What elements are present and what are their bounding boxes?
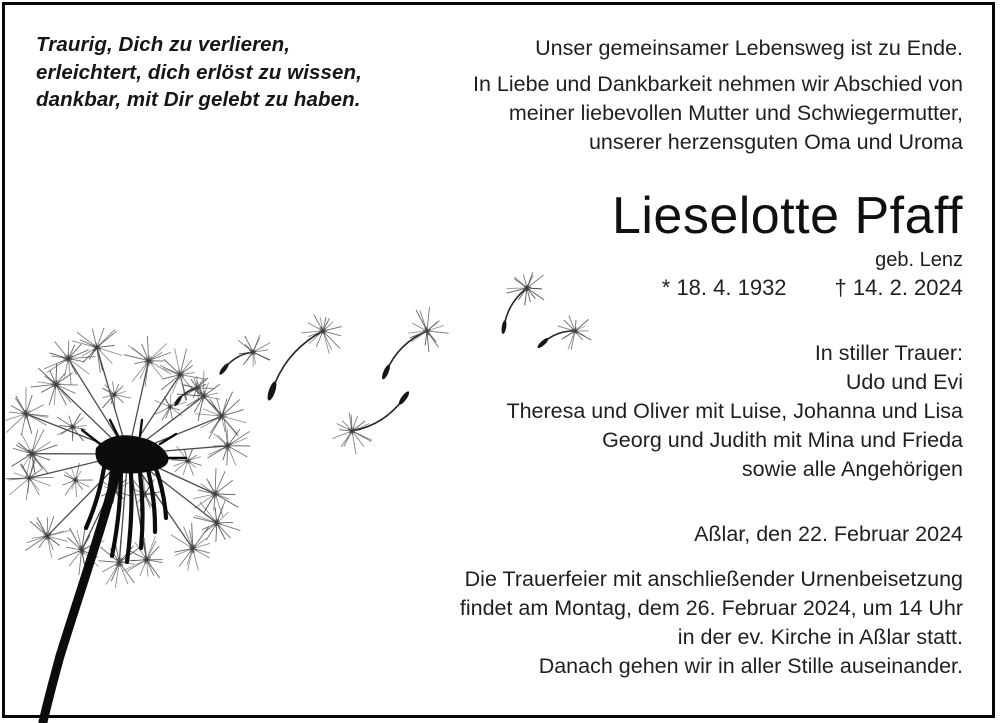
motto	[36, 31, 362, 114]
motto-line: Traurig, Dich zu verlieren,	[36, 33, 291, 56]
funeral-info	[353, 565, 963, 681]
deceased-name: Lieselotte Pfaff	[611, 187, 963, 245]
intro-line: meiner liebevollen Mutter und Schwiegermutter,	[508, 101, 963, 125]
mourner-line: Theresa und Oliver mit Luise, Johanna und Lisa	[506, 399, 963, 423]
birth-date: * 18. 4. 1932	[661, 275, 787, 300]
maiden-name: geb. Lenz	[875, 249, 963, 271]
intro-line: unserer herzensguten Oma und Uroma	[588, 130, 963, 154]
main-text-column	[353, 0, 963, 681]
mourning-heading: In stiller Trauer:	[814, 341, 963, 365]
opening-line: Unser gemeinsamer Lebensweg ist zu Ende.	[535, 36, 963, 60]
mourner-line: sowie alle Angehörigen	[741, 457, 963, 481]
funeral-line: Danach gehen wir in aller Stille auseinander.	[538, 654, 963, 678]
funeral-line: findet am Montag, dem 26. Februar 2024, um 14 Uhr	[459, 596, 963, 620]
intro-line: In Liebe und Dankbarkeit nehmen wir Abschied von	[472, 72, 963, 96]
death-date: † 14. 2. 2024	[834, 275, 963, 300]
life-dates	[353, 274, 963, 302]
funeral-line: Die Trauerfeier mit anschließender Urnenbeisetzung	[464, 567, 963, 591]
funeral-line: in der ev. Kirche in Aßlar statt.	[677, 625, 963, 649]
intro-paragraph	[353, 70, 963, 157]
motto-line: erleichtert, dich erlöst zu wissen,	[36, 60, 362, 84]
place-dateline: Aßlar, den 22. Februar 2024	[694, 522, 963, 546]
mourner-line: Georg und Judith mit Mina und Frieda	[602, 428, 963, 452]
mourner-line: Udo und Evi	[845, 370, 963, 394]
motto-line: dankbar, mit Dir gelebt zu haben.	[36, 88, 361, 111]
